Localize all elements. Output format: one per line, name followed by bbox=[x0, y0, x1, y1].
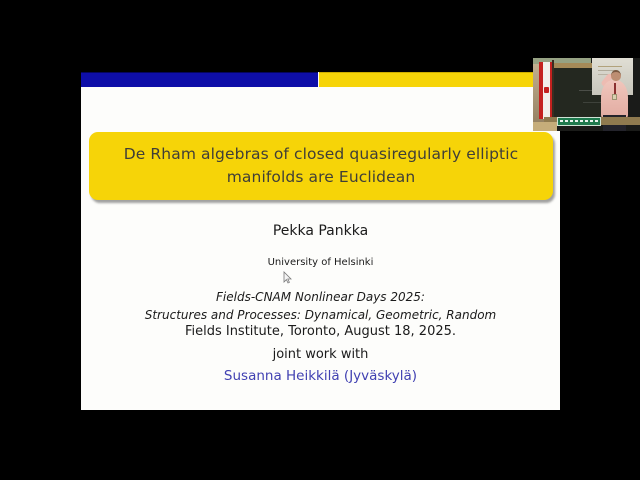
slide-title-box bbox=[89, 132, 553, 200]
joint-work-label: joint work with bbox=[272, 347, 369, 362]
speaker-lanyard bbox=[614, 83, 616, 94]
event-name: Fields-CNAM Nonlinear Days 2025: bbox=[216, 290, 425, 304]
author-affiliation: University of Helsinki bbox=[267, 257, 374, 268]
speaker-badge bbox=[612, 94, 617, 100]
sign-text-illegible bbox=[560, 120, 598, 122]
author-name: Pekka Pankka bbox=[272, 223, 369, 239]
speaker-head bbox=[611, 70, 621, 81]
green-name-sign bbox=[557, 117, 601, 126]
event-venue-date: Fields Institute, Toronto, August 18, 2025. bbox=[184, 324, 457, 339]
table-corner bbox=[533, 122, 557, 131]
collaborator-name: Susanna Heikkilä (Jyväskylä) bbox=[223, 368, 418, 384]
mouse-cursor-icon bbox=[282, 271, 292, 285]
header-bar-yellow bbox=[319, 72, 560, 87]
header-bar-blue bbox=[81, 72, 318, 87]
event-subtitle: Structures and Processes: Dynamical, Geometric, Random bbox=[144, 308, 497, 322]
speaker-webcam-overlay bbox=[533, 58, 640, 131]
slide-title-line2: manifolds are Euclidean bbox=[226, 168, 416, 186]
slide-title-line1: De Rham algebras of closed quasiregularly elliptic bbox=[123, 144, 519, 163]
presentation-slide bbox=[81, 72, 560, 410]
